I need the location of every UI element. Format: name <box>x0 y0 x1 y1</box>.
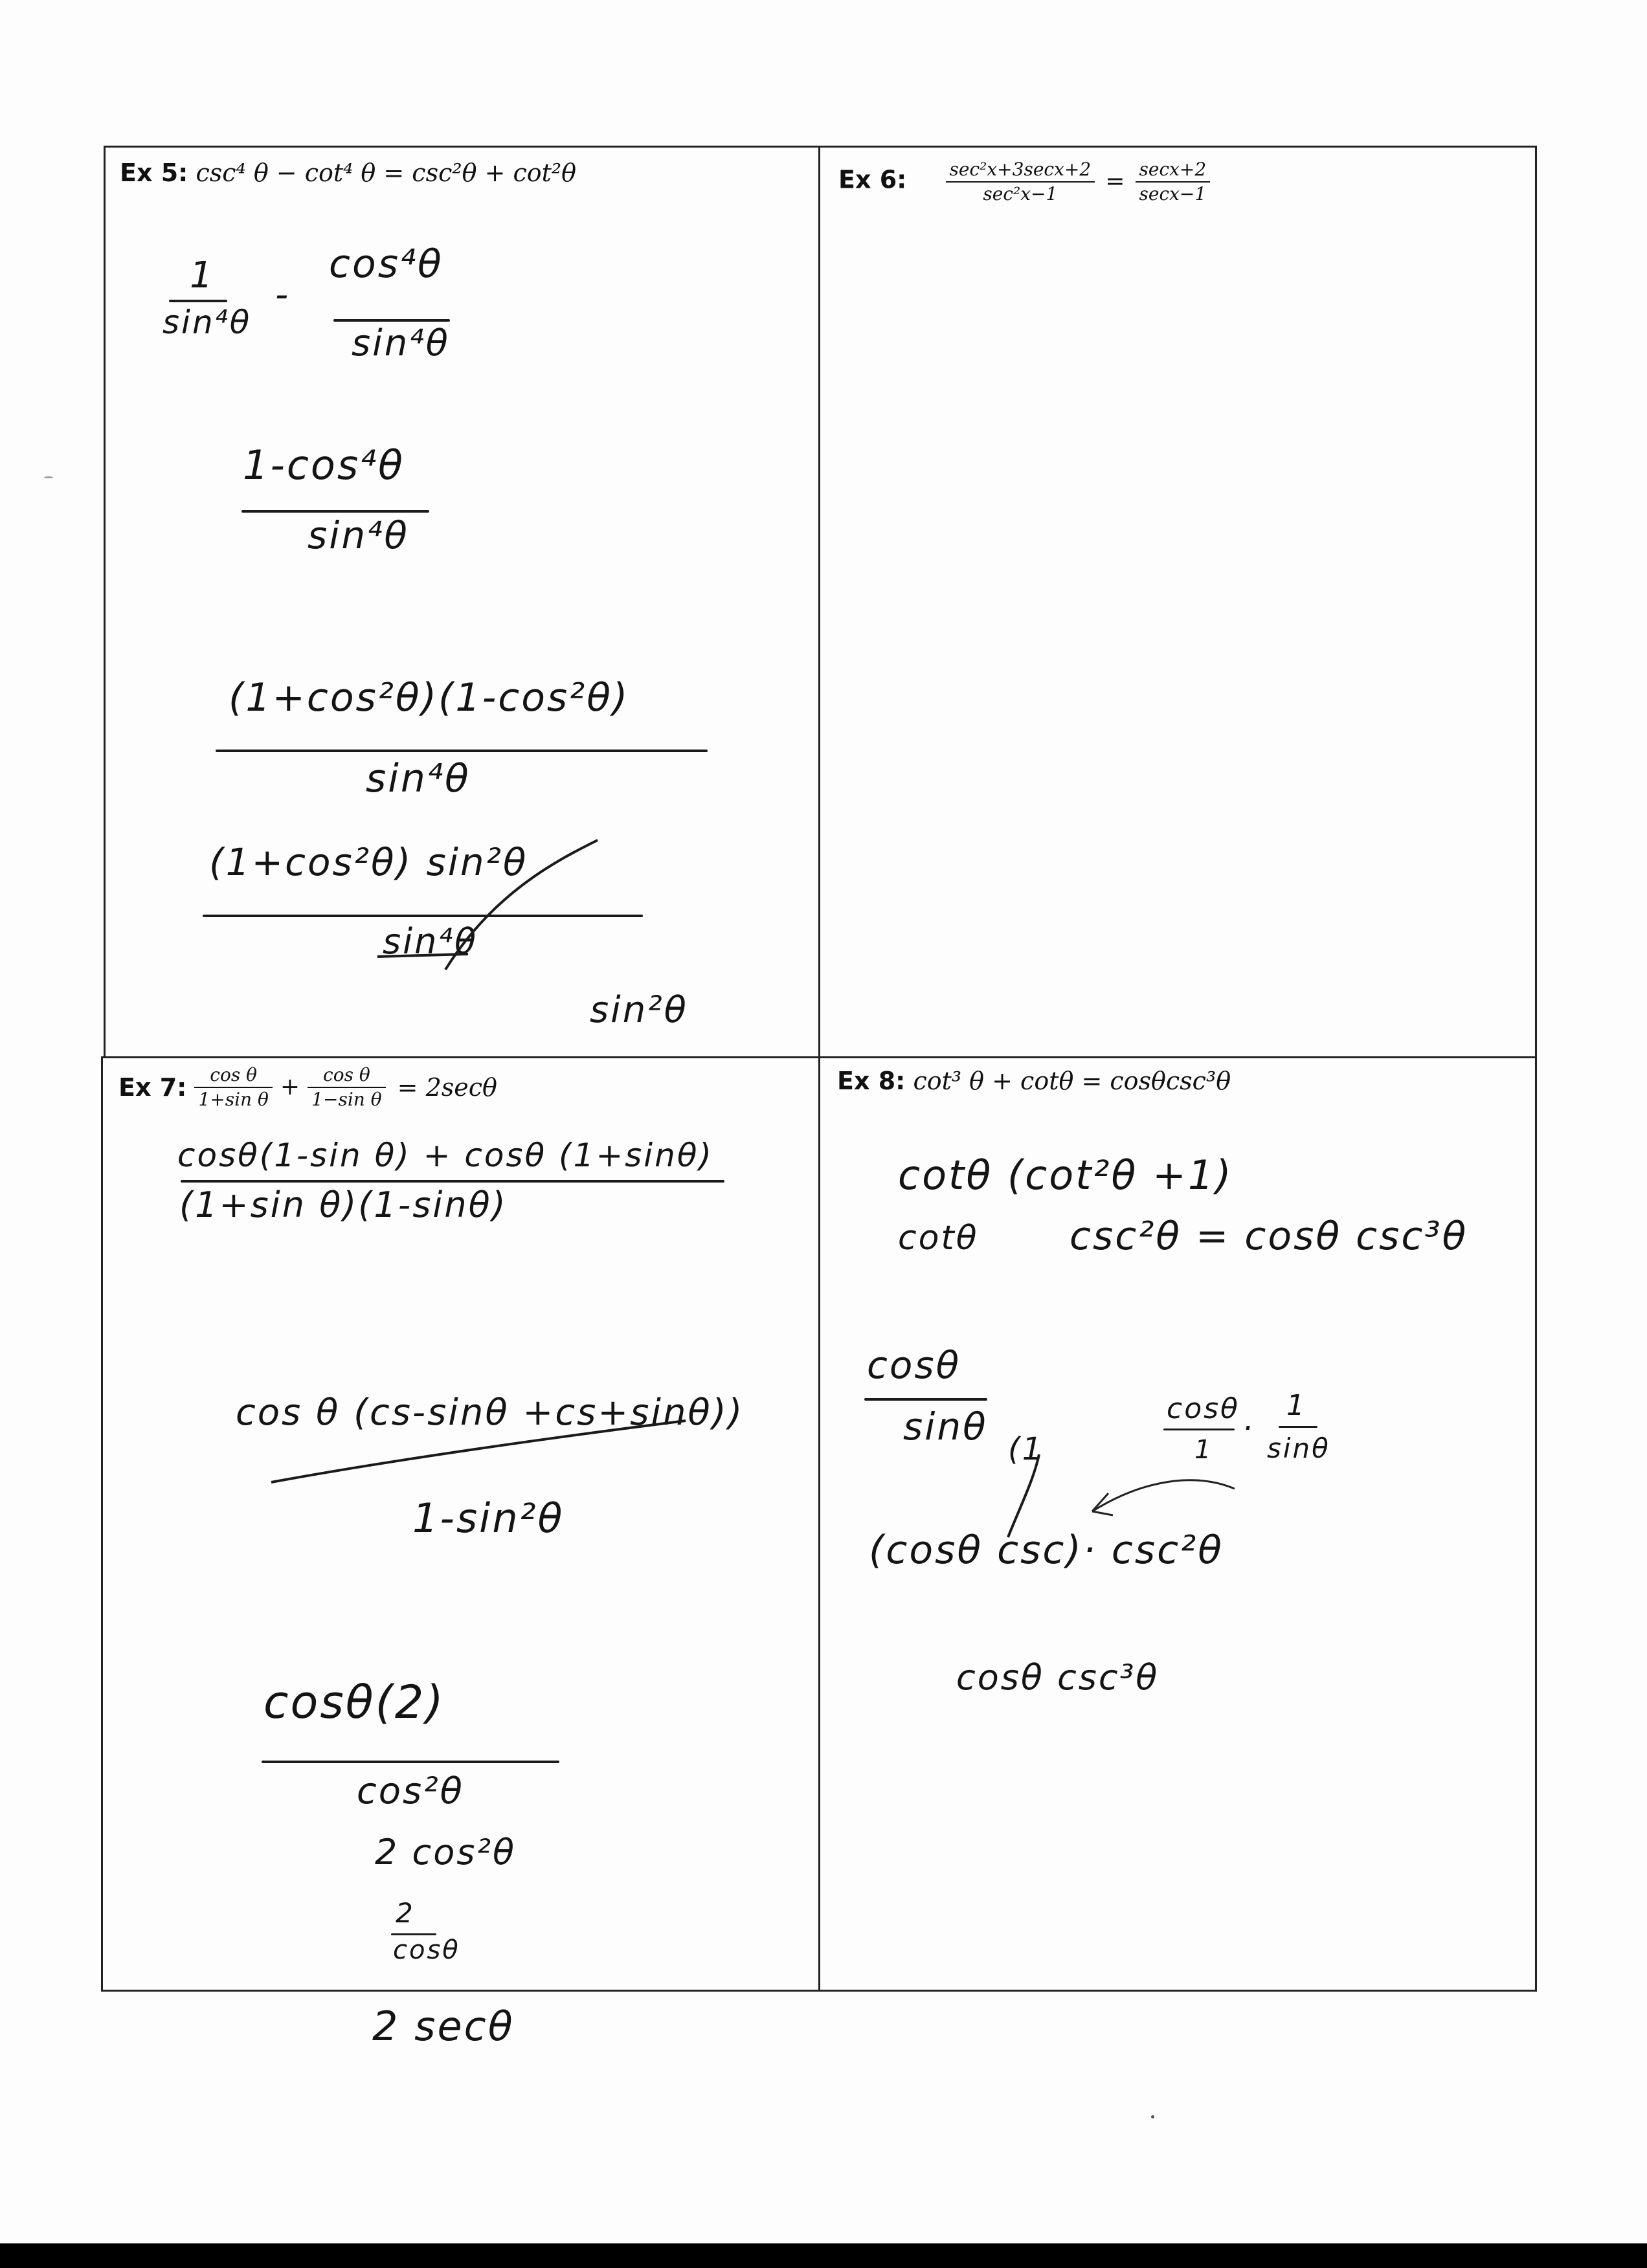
ex5-label: Ex 5: <box>120 159 188 187</box>
ex7-step1-numerator: cosθ(1-sin θ) + cosθ (1+sinθ) <box>177 1137 713 1174</box>
ex6-label: Ex 6: <box>838 165 907 194</box>
ex8-step1: cotθ (cot²θ +1) <box>898 1151 1233 1199</box>
ex6-box <box>818 146 1537 1058</box>
ex8-step2-left: cotθ <box>898 1219 979 1258</box>
scan-bottom-edge <box>0 2243 1647 2268</box>
ex7-term2-numerator: cos θ <box>308 1066 385 1088</box>
ex5-step1-denominator-a: sin⁴θ <box>162 304 252 341</box>
ex8-step3-denominator: sinθ <box>903 1405 988 1449</box>
ex8-step4-numerator-b: 1 <box>1286 1389 1306 1422</box>
ex6-rhs-fraction <box>1136 161 1211 203</box>
ex5-step4-denominator: sin⁴θ <box>383 921 478 962</box>
ex7-step3-numerator: cosθ(2) <box>263 1676 445 1729</box>
ex8-step4-dot: · <box>1242 1410 1255 1447</box>
ex8-step6: cosθ csc³θ <box>956 1657 1160 1698</box>
ex7-step2-numerator: cos θ (cs-sinθ +cs+sinθ)) <box>236 1392 745 1434</box>
ex5-box <box>104 146 820 1058</box>
ex5-step1-minus: - <box>275 274 291 316</box>
ex6-equals: = <box>1105 168 1125 195</box>
ex6-lhs-numerator: sec²x+3secx+2 <box>946 161 1095 183</box>
ex8-arrow-stroke <box>820 1058 1532 1990</box>
ex7-step1-denominator: (1+sin θ)(1-sinθ) <box>179 1184 508 1225</box>
ex5-step4-result: sin²θ <box>590 989 688 1031</box>
ex5-step2-numerator: 1-cos⁴θ <box>243 441 405 489</box>
ex7-step4: 2 cos²θ <box>375 1832 517 1873</box>
ex8-label: Ex 8: <box>837 1067 906 1095</box>
ex6-lhs-fraction <box>946 161 1095 203</box>
ex7-step3-denominator: cos²θ <box>357 1770 464 1812</box>
ex6-header <box>838 161 1210 203</box>
ex7-term2-denominator: 1−sin θ <box>311 1089 382 1110</box>
ex8-step2-right: csc²θ = cosθ csc³θ <box>1070 1214 1468 1259</box>
ex7-box <box>101 1056 820 1992</box>
scan-speck <box>1151 2115 1154 2118</box>
ex5-step2-denominator: sin⁴θ <box>308 513 409 557</box>
ex5-cancel-strokes <box>106 148 818 1054</box>
ex7-step5-numerator: 2 <box>396 1897 415 1929</box>
ex7-step3-fraction-bar <box>262 1761 559 1763</box>
ex7-plus: + <box>280 1074 300 1100</box>
ex8-step4-denominator-b: sinθ <box>1267 1432 1330 1464</box>
ex7-rhs: = 2secθ <box>397 1073 497 1102</box>
ex7-term1-numerator: cos θ <box>194 1066 272 1088</box>
scan-mark <box>44 476 53 478</box>
ex5-equation: csc⁴ θ − cot⁴ θ = csc²θ + cot²θ <box>196 159 577 187</box>
ex5-step3-denominator: sin⁴θ <box>366 756 471 801</box>
ex8-step3-mark: (1 <box>1008 1431 1044 1467</box>
ex8-equation: cot³ θ + cotθ = cosθcsc³θ <box>913 1067 1231 1095</box>
ex5-step1-denominator-b: sin⁴θ <box>352 322 450 364</box>
ex7-term1-denominator: 1+sin θ <box>198 1089 269 1110</box>
ex8-step4-denominator-a: 1 <box>1194 1435 1213 1465</box>
ex8-box <box>818 1056 1537 1992</box>
ex7-step2-denominator: 1-sin²θ <box>412 1495 565 1542</box>
ex8-step5: (cosθ csc)· csc²θ <box>869 1528 1224 1573</box>
ex6-lhs-denominator: sec²x−1 <box>983 183 1058 205</box>
ex8-step3-numerator: cosθ <box>867 1343 961 1387</box>
ex8-step4-numerator-a: cosθ <box>1167 1392 1240 1425</box>
ex5-step1-numerator-a: 1 <box>190 254 215 296</box>
ex5-step3-numerator: (1+cos²θ)(1-cos²θ) <box>229 675 630 720</box>
ex7-step5-denominator: cosθ <box>393 1935 460 1965</box>
ex7-step6-final: 2 secθ <box>372 2003 515 2050</box>
ex6-rhs-numerator: secx+2 <box>1136 161 1211 183</box>
ex6-rhs-denominator: secx−1 <box>1139 183 1207 205</box>
ex5-step4-numerator: (1+cos²θ) sin²θ <box>209 840 528 884</box>
ex5-step1-numerator-b: cos⁴θ <box>329 241 443 287</box>
ex7-label: Ex 7: <box>118 1073 187 1102</box>
